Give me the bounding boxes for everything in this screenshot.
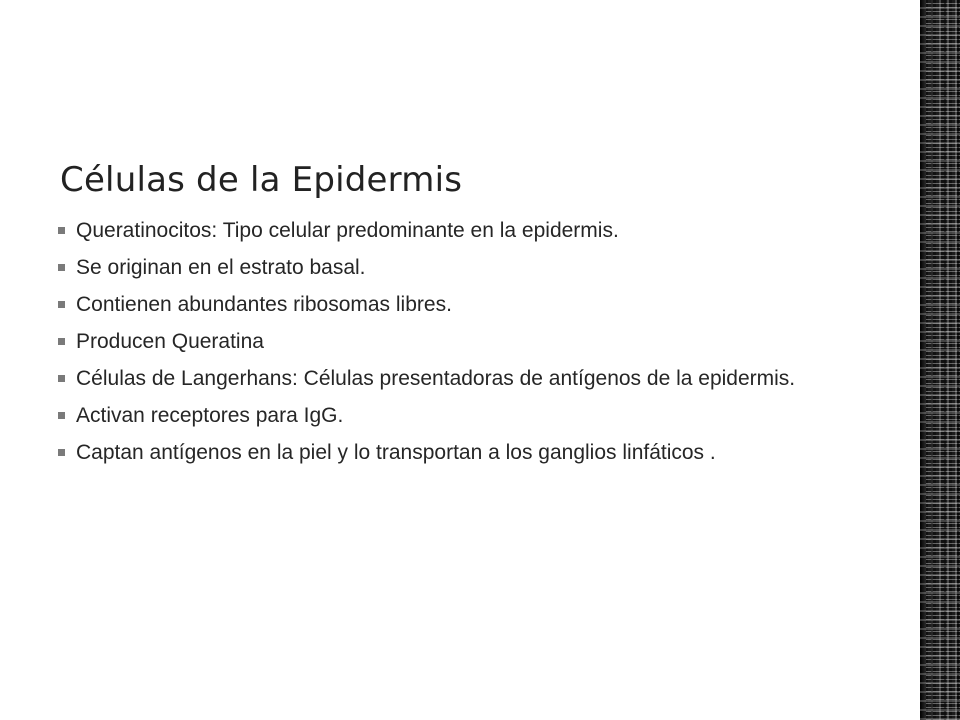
bullet-text: Células de Langerhans: Células presentadoras de antígenos de la epidermis. xyxy=(76,367,796,390)
bullet-text: Producen Queratina xyxy=(76,330,264,353)
list-item xyxy=(58,403,878,428)
border-texture xyxy=(920,0,960,720)
square-bullet-icon xyxy=(58,412,65,419)
slide-title: Células de la Epidermis xyxy=(60,160,463,200)
square-bullet-icon xyxy=(58,264,65,271)
bullet-text: Queratinocitos: Tipo celular predominante en la epidermis. xyxy=(76,219,619,242)
square-bullet-icon xyxy=(58,449,65,456)
list-item xyxy=(58,366,878,391)
list-item xyxy=(58,440,878,465)
bullet-text: Se originan en el estrato basal. xyxy=(76,256,366,279)
square-bullet-icon xyxy=(58,227,65,234)
list-item xyxy=(58,292,878,317)
square-bullet-icon xyxy=(58,375,65,382)
bullet-text: Contienen abundantes ribosomas libres. xyxy=(76,293,452,316)
list-item xyxy=(58,255,878,280)
list-item xyxy=(58,218,878,243)
bullet-text: Captan antígenos en la piel y lo transportan a los ganglios linfáticos . xyxy=(76,441,716,464)
bullet-text: Activan receptores para IgG. xyxy=(76,404,344,427)
decorative-side-border xyxy=(920,0,960,720)
bullet-list xyxy=(58,218,878,477)
square-bullet-icon xyxy=(58,301,65,308)
list-item xyxy=(58,329,878,354)
square-bullet-icon xyxy=(58,338,65,345)
